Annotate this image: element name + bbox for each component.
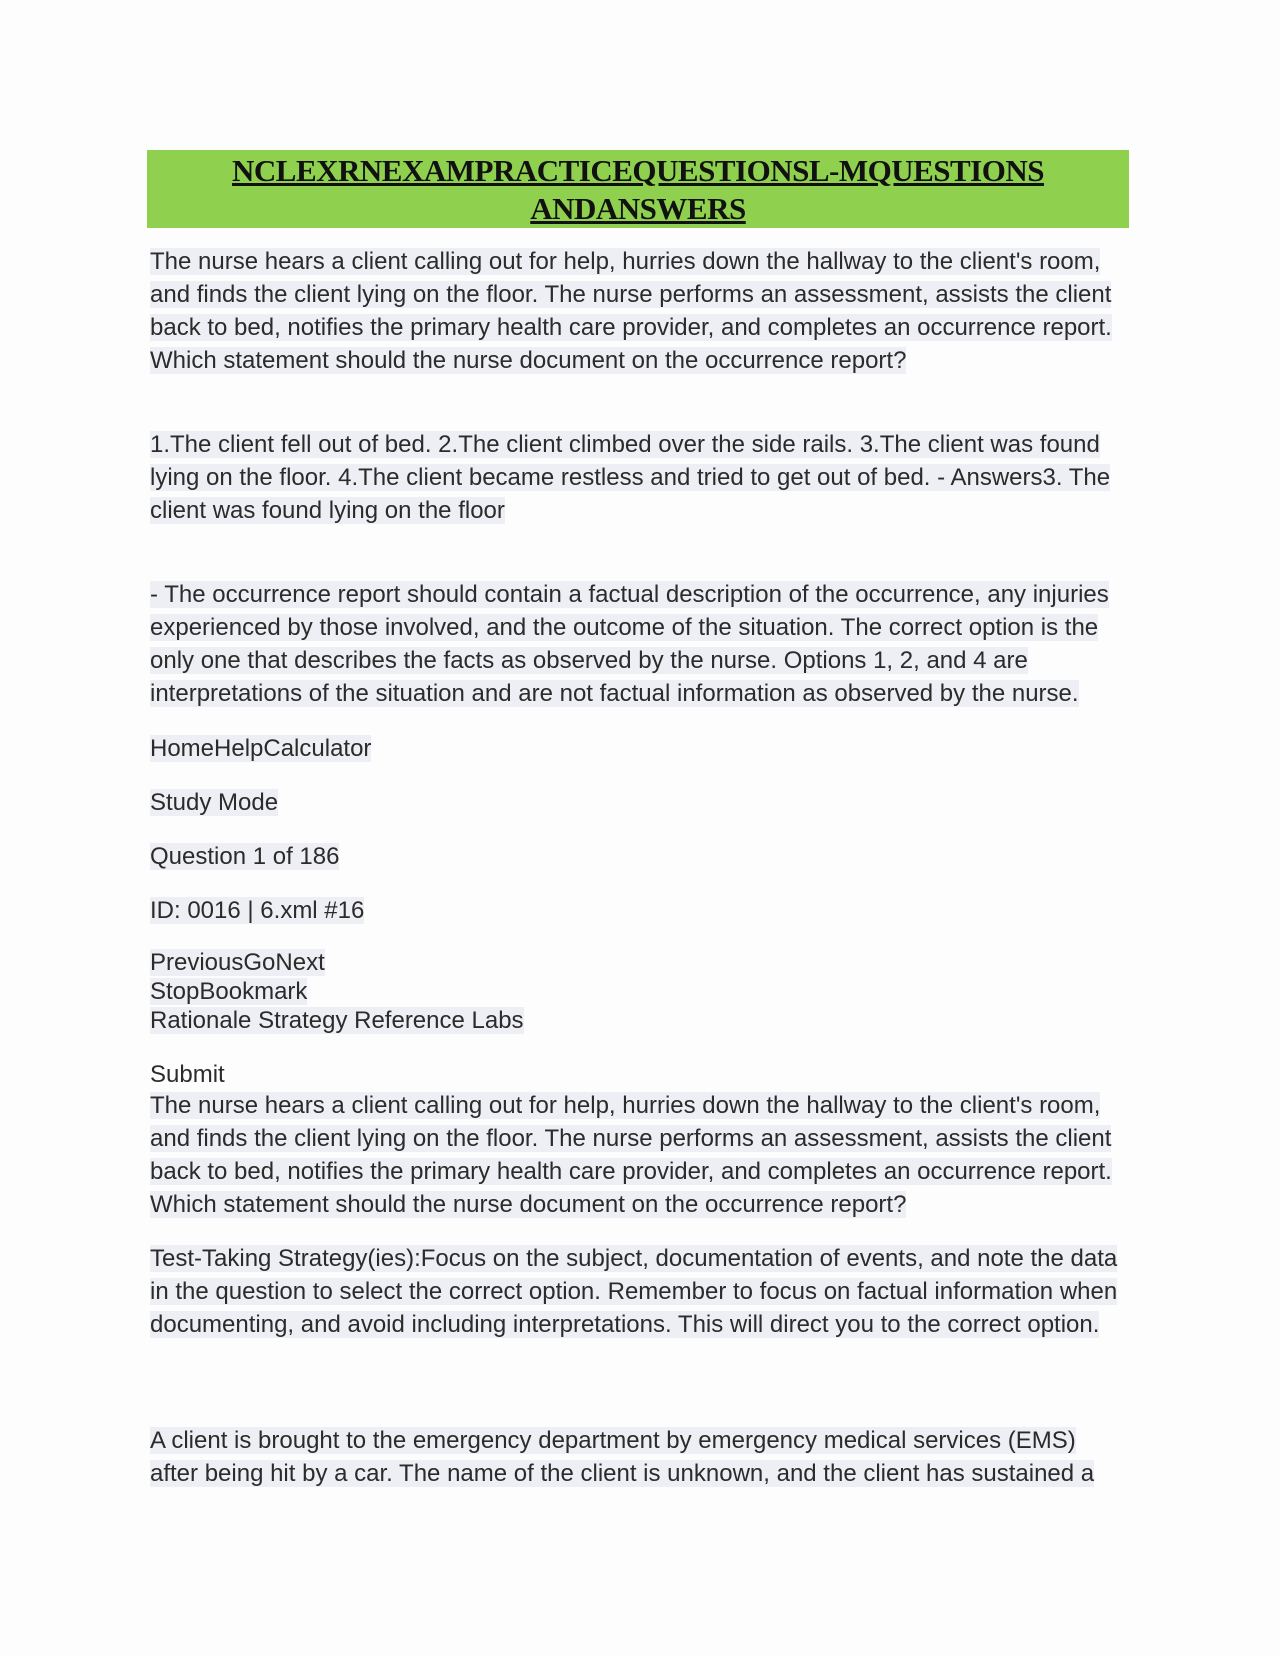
top-links[interactable]: HomeHelpCalculator: [150, 735, 372, 762]
nav-buttons-block: [150, 948, 1130, 1035]
nav-rationale-strategy-reference-labs[interactable]: Rationale Strategy Reference Labs: [150, 1007, 524, 1034]
title-banner: [147, 150, 1129, 228]
question-1-stem: The nurse hears a client calling out for help, hurries down the hallway to the client's room, and finds the client lying on the floor. The nurse performs an assessment, assists the client back to bed, notifies the primary health care provider, and completes an occurrence report. Which statement should the nurse document on the occurrence report?: [150, 248, 1112, 374]
submit-button[interactable]: Submit: [150, 1061, 225, 1088]
submit-block: [150, 1060, 1130, 1221]
study-mode-block: [150, 786, 1130, 819]
top-links-block: [150, 732, 1130, 765]
question-1-stem-repeat: The nurse hears a client calling out for help, hurries down the hallway to the client's room, and finds the client lying on the floor. The nurse performs an assessment, assists the client back to bed, notifies the primary health care provider, and completes an occurrence report. Which statement should the nurse document on the occurrence report?: [150, 1092, 1112, 1218]
title-line-1: NCLEXRNEXAMPRACTICEQUESTIONSL-MQUESTIONS: [232, 153, 1044, 188]
question-id: ID: 0016 | 6.xml #16: [150, 897, 365, 924]
question-1-options-block: [150, 428, 1130, 527]
nav-previous-go-next[interactable]: PreviousGoNext: [150, 949, 325, 976]
question-2-stem: A client is brought to the emergency department by emergency medical services (EMS) after being hit by a car. The name of the client is unknown, and the client has sustained a: [150, 1427, 1095, 1487]
title-line-2: ANDANSWERS: [530, 191, 746, 226]
question-progress: Question 1 of 186: [150, 843, 340, 870]
document-page: [147, 150, 1129, 228]
test-taking-strategy: Test-Taking Strategy(ies):Focus on the subject, documentation of events, and note the data in the question to select the correct option. Remember to focus on factual information when documenting, and avoid including interpretations. This will direct you to the correct option.: [150, 1245, 1118, 1338]
question-1-options-answer: 1.The client fell out of bed. 2.The client climbed over the side rails. 3.The client was found lying on the floor. 4.The client became restless and tried to get out of bed. - Answers3. The client was found lying on the floor: [150, 431, 1111, 524]
nav-stop-bookmark[interactable]: StopBookmark: [150, 978, 308, 1005]
progress-block: [150, 840, 1130, 873]
study-mode-label: Study Mode: [150, 789, 279, 816]
id-block: [150, 894, 1130, 927]
question-1-rationale-block: [150, 578, 1130, 710]
strategy-block: [150, 1242, 1130, 1341]
question-1-stem-block: [150, 245, 1130, 377]
question-2-block: [150, 1424, 1130, 1490]
question-1-rationale: - The occurrence report should contain a factual description of the occurrence, any injuries experienced by those involved, and the outcome of the situation. The correct option is the only one that describes the facts as observed by the nurse. Options 1, 2, and 4 are interpretations of the situation and are not factual information as observed by the nurse.: [150, 581, 1109, 707]
